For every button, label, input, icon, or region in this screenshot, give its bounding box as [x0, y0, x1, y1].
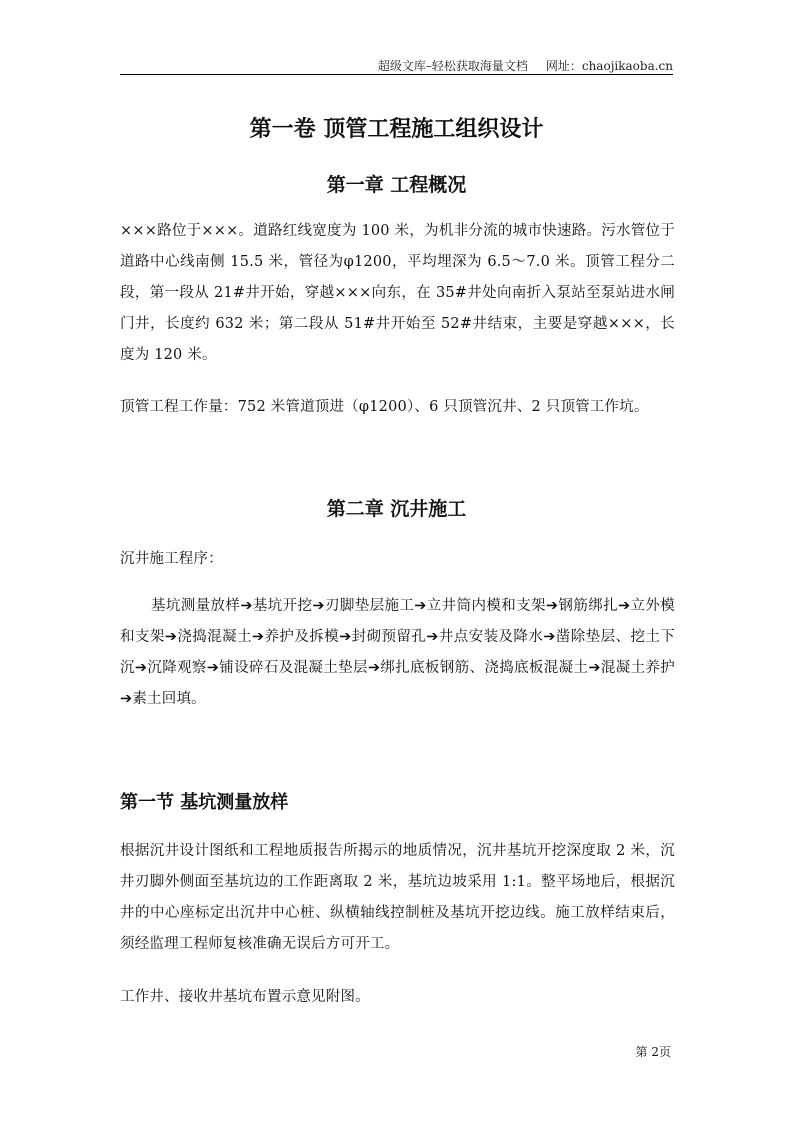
document-title: 第一卷 顶管工程施工组织设计: [249, 117, 544, 142]
header-divider: [120, 74, 673, 75]
page-number: 第 2页: [635, 1045, 671, 1059]
page-header: [378, 57, 673, 74]
chapter-2-procedure: 基坑测量放样➔基坑开挖➔刃脚垫层施工➔立井筒内模和支架➔钢筋绑扎➔立外模和支架➔浇捣混凝土➔养护及拆模➔封砌预留孔➔井点安装及降水➔凿除垫层、挖土下沉➔沉降观察➔铺设碎石及混凝土垫层➔绑扎底板钢筋、浇捣底板混凝土➔混凝土养护➔素土回填。: [120, 598, 675, 707]
header-url: 网址：chaojikaoba.cn: [545, 59, 673, 73]
chapter-2-intro: 沉井施工程序：: [120, 551, 223, 567]
header-site-name: 超级文库–轻松获取海量文档: [377, 59, 528, 73]
chapter-1-paragraph-1: ×××路位于×××。道路红线宽度为 100 米，为机非分流的城市快速路。污水管位于道路中心线南侧 15.5 米，管径为φ1200，平均埋深为 6.5～7.0 米。顶管工程分二段，第一段从 21#井开始，穿越×××向东，在 35#井处向南折入泵站至泵站进水闸门井，长度约 632 米；第二段从 51#井开始至 52#井结束，主要是穿越×××，长度为 120 米。: [120, 223, 675, 363]
section-1-heading: 第一节 基坑测量放样: [120, 792, 289, 813]
chapter-1-heading: 第一章 工程概况: [326, 174, 467, 196]
chapter-2-heading: 第二章 沉井施工: [326, 498, 467, 520]
section-1-paragraph-1: 根据沉井设计图纸和工程地质报告所揭示的地质情况，沉井基坑开挖深度取 2 米，沉井刃脚外侧面至基坑边的工作距离取 2 米，基坑边坡采用 1:1。整平场地后，根据沉井的中心座标定出沉井中心桩、纵横轴线控制桩及基坑开挖边线。施工放样结束后，须经监理工程师复核准确无误后方可开工。: [120, 843, 675, 952]
chapter-1-paragraph-2: 顶管工程工作量：752 米管道顶进（φ1200）、6 只顶管沉井、2 只顶管工作坑。: [120, 399, 649, 415]
section-1-paragraph-2: 工作井、接收井基坑布置示意见附图。: [120, 989, 370, 1005]
